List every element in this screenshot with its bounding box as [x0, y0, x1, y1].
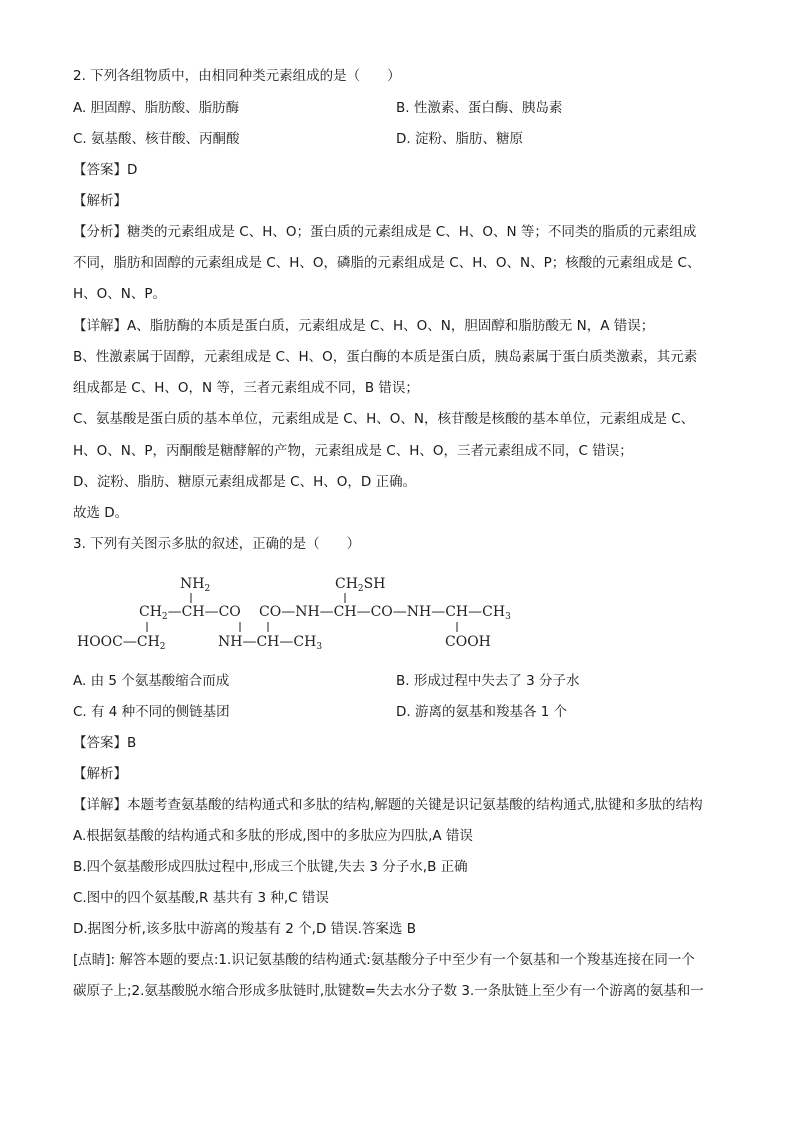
q2-analysis-line: H、O、N、P。	[73, 286, 167, 302]
q2-option-d: D. 淀粉、脂肪、糖原	[396, 131, 523, 147]
q2-option-b: B. 性激素、蛋白酶、胰岛素	[396, 100, 563, 116]
q2-analysis-line: B、性激素属于固醇，元素组成是 C、H、O，蛋白酶的本质是蛋白质，胰岛素属于蛋白质类激素，其元素	[73, 349, 698, 365]
q2-analysis-label: 【解析】	[73, 193, 127, 209]
terminal-carboxyl-label: COOH	[445, 634, 491, 650]
q2-option-c: C. 氨基酸、核苷酸、丙酮酸	[73, 131, 240, 147]
q2-analysis-line: 故选 D。	[73, 505, 129, 521]
q2-analysis-line: 组成都是 C、H、O，N 等，三者元素组成不同，B 错误；	[73, 380, 419, 396]
q3-answer: 【答案】B	[73, 735, 137, 751]
q3-analysis-line: B.四个氨基酸形成四肽过程中,形成三个肽键,失去 3 分子水,B 正确	[73, 859, 468, 875]
q2-analysis-line: D、淀粉、脂肪、糖原元素组成都是 C、H、O，D 正确。	[73, 474, 417, 490]
thiol-sidechain-label: $CH_2SH$	[335, 576, 386, 594]
q2-analysis-line: 不同，脂肪和固醇的元素组成是 C、H、O，磷脂的元素组成是 C、H、O、N、P；核酸的元素组成是 C、	[73, 255, 701, 271]
alanine-residue-label: $NH—CH—CH_3$	[218, 634, 323, 652]
q3-analysis-line: C.图中的四个氨基酸,R 基共有 3 种,C 错误	[73, 890, 329, 906]
q2-option-a: A. 胆固醇、脂肪酸、脂肪酶	[73, 100, 240, 116]
carboxyl-sidechain-label: $HOOC—CH_2$	[77, 634, 166, 652]
q3-analysis-line: [点睛]: 解答本题的要点:1.识记氨基酸的结构通式:氨基酸分子中至少有一个氨基和一个羧基连接在同一个	[73, 952, 695, 968]
amino-group-label: $NH_2$	[180, 576, 211, 594]
q3-option-b: B. 形成过程中失去了 3 分子水	[396, 673, 580, 689]
main-chain-left: $CH_2—CH—CO$	[139, 604, 241, 622]
q2-answer: 【答案】D	[73, 162, 138, 178]
q3-analysis-line: 碳原子上;2.氨基酸脱水缩合形成多肽链时,肽键数=失去水分子数 3.一条肽链上至少有一个游离的氨基和一	[73, 983, 704, 999]
q2-analysis-line: 【详解】A、脂肪酶的本质是蛋白质，元素组成是 C、H、O、N，胆固醇和脂肪酸无 N，A 错误；	[73, 318, 655, 334]
q3-stem: 3. 下列有关图示多肽的叙述，正确的是（ ）	[73, 536, 361, 552]
q3-option-d: D. 游离的氨基和羧基各 1 个	[396, 704, 568, 720]
q3-option-a: A. 由 5 个氨基酸缩合而成	[73, 673, 230, 689]
q2-analysis-line: H、O、N、P，丙酮酸是糖酵解的产物，元素组成是 C、H、O，三者元素组成不同，C 错误；	[73, 443, 633, 459]
q3-analysis-label: 【解析】	[73, 766, 127, 782]
q3-analysis-line: 【详解】本题考查氨基酸的结构通式和多肽的结构,解题的关键是识记氨基酸的结构通式,肽键和多肽的结构	[73, 797, 703, 813]
q3-analysis-line: D.据图分析,该多肽中游离的羧基有 2 个,D 错误.答案选 B	[73, 921, 416, 937]
q2-stem: 2. 下列各组物质中，由相同种类元素组成的是（ ）	[73, 68, 401, 84]
q3-option-c: C. 有 4 种不同的侧链基团	[73, 704, 230, 720]
q3-analysis-line: A.根据氨基酸的结构通式和多肽的形成,图中的多肽应为四肽,A 错误	[73, 828, 473, 844]
q2-analysis-line: 【分析】糖类的元素组成是 C、H、O；蛋白质的元素组成是 C、H、O、N 等；不同类的脂质的元素组成	[73, 224, 697, 240]
main-chain-right: $CO—NH—CH—CO—NH—CH—CH_3$	[259, 604, 511, 622]
polypeptide-structure-diagram	[73, 566, 533, 662]
q2-analysis-line: C、氨基酸是蛋白质的基本单位，元素组成是 C、H、O、N，核苷酸是核酸的基本单位，元素组成是 C、	[73, 411, 695, 427]
